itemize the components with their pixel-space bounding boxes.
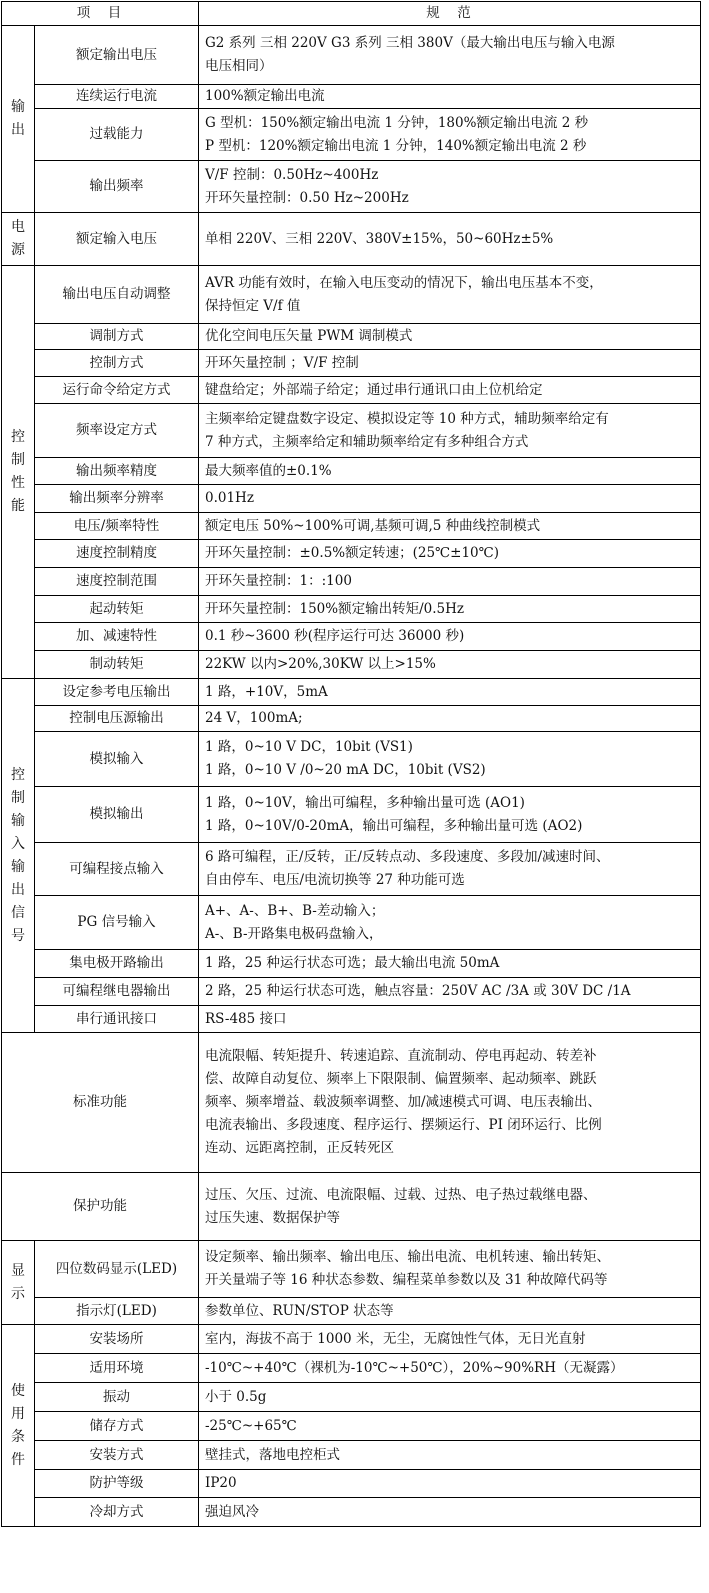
table-row xyxy=(2,350,701,377)
item-label: 输出频率分辨率 xyxy=(35,485,199,513)
spec-line: 单相 220V、三相 220V、380V±15%，50~60Hz±5% xyxy=(205,230,554,247)
item-label: 控制电压源输出 xyxy=(35,706,199,732)
item-label: 控制方式 xyxy=(35,350,199,377)
spec-body xyxy=(2,26,701,1527)
spec-value xyxy=(199,377,701,404)
item-label: 连续运行电流 xyxy=(35,85,199,109)
spec-line: 强迫风冷 xyxy=(205,1503,259,1520)
item-label: 电压/频率特性 xyxy=(35,513,199,540)
spec-line: 1 路，0~10V/0-20mA，输出可编程，多种输出量可选 (AO2) xyxy=(205,817,583,834)
spec-value xyxy=(199,1325,701,1354)
spec-line: V/F 控制：0.50Hz~400Hz xyxy=(205,166,379,183)
category-label: 控 制 输 入 输 出 信 号 xyxy=(2,679,35,1033)
table-row xyxy=(2,1006,701,1033)
spec-line: 1 路，0~10V，输出可编程，多种输出量可选 (AO1) xyxy=(205,794,525,811)
table-row xyxy=(2,1354,701,1383)
spec-value xyxy=(199,1006,701,1033)
item-label: 集电极开路输出 xyxy=(35,950,199,978)
table-row xyxy=(2,458,701,485)
table-row xyxy=(2,85,701,109)
spec-table xyxy=(1,1,701,1527)
item-label: 指示灯(LED) xyxy=(35,1298,199,1325)
spec-line: 小于 0.5g xyxy=(205,1388,267,1405)
spec-line: 主频率给定键盘数字设定、模拟设定等 10 种方式，辅助频率给定有 xyxy=(205,410,609,427)
table-row xyxy=(2,596,701,623)
spec-value xyxy=(199,896,701,950)
category-label: 使 用 条 件 xyxy=(2,1325,35,1527)
item-label: 适用环境 xyxy=(35,1354,199,1383)
item-label: 模拟输入 xyxy=(35,732,199,787)
item-label: 设定参考电压输出 xyxy=(35,679,199,706)
item-label: 起动转矩 xyxy=(35,596,199,623)
item-label: 额定输出电压 xyxy=(35,26,199,85)
spec-line: G2 系列 三相 220V G3 系列 三相 380V（最大输出电压与输入电源 xyxy=(205,35,615,51)
spec-line: 开环矢量控制 ；V/F 控制 xyxy=(205,354,359,371)
spec-line: IP20 xyxy=(205,1475,237,1491)
spec-value xyxy=(199,950,701,978)
table-row xyxy=(2,568,701,596)
table-row xyxy=(2,978,701,1006)
spec-line: 设定频率、输出频率、输出电压、输出电流、电机转速、输出转矩、 xyxy=(205,1249,610,1265)
table-row xyxy=(2,706,701,732)
table-row xyxy=(2,1173,701,1241)
spec-value xyxy=(199,404,701,458)
table-row xyxy=(2,485,701,513)
spec-line: 键盘给定；外部端子给定；通过串行通讯口由上位机给定 xyxy=(205,381,543,398)
table-row xyxy=(2,787,701,843)
spec-value xyxy=(199,1354,701,1383)
category-label: 电 源 xyxy=(2,213,35,266)
header-spec: 规 范 xyxy=(199,2,701,26)
spec-value xyxy=(199,978,701,1006)
item-label: 调制方式 xyxy=(35,324,199,350)
spec-line: 1 路，+10V，5mA xyxy=(205,683,328,700)
spec-value xyxy=(199,161,701,213)
spec-line: 壁挂式，落地电控柜式 xyxy=(205,1446,340,1463)
table-row xyxy=(2,1441,701,1470)
item-label: 过载能力 xyxy=(35,109,199,161)
item-label: 加、减速特性 xyxy=(35,623,199,651)
spec-line: 22KW 以内>20%,30KW 以上>15% xyxy=(205,656,436,672)
spec-line: -25℃~+65℃ xyxy=(205,1417,297,1434)
item-label: 速度控制范围 xyxy=(35,568,199,596)
spec-value xyxy=(199,1173,701,1241)
table-row xyxy=(2,377,701,404)
item-label: 储存方式 xyxy=(35,1412,199,1441)
category-label: 输 出 xyxy=(2,26,35,213)
item-label: 振动 xyxy=(35,1383,199,1412)
spec-value xyxy=(199,1033,701,1173)
spec-line: 100%额定输出电流 xyxy=(205,88,325,104)
spec-line: 频率、频率增益、载波频率调整、加/减速模式可调、电压表输出、 xyxy=(205,1094,602,1110)
spec-value xyxy=(199,1498,701,1527)
item-label: PG 信号输入 xyxy=(35,896,199,950)
spec-line: RS-485 接口 xyxy=(205,1010,287,1027)
spec-line: 24 V，100mA; xyxy=(205,710,303,726)
item-label: 标准功能 xyxy=(2,1033,199,1173)
table-row xyxy=(2,843,701,896)
spec-line: P 型机：120%额定输出电流 1 分钟，140%额定输出电流 2 秒 xyxy=(205,137,587,154)
item-label: 额定输入电压 xyxy=(35,213,199,266)
table-row xyxy=(2,651,701,679)
category-label: 显 示 xyxy=(2,1241,35,1325)
item-label: 速度控制精度 xyxy=(35,540,199,568)
spec-line: 保持恒定 V/f 值 xyxy=(205,297,301,314)
spec-line: 过压、欠压、过流、电流限幅、过载、过热、电子热过载继电器、 xyxy=(205,1186,597,1203)
item-label: 输出频率 xyxy=(35,161,199,213)
spec-line: A-、B-开路集电极码盘输入， xyxy=(205,925,383,942)
spec-line: 参数单位、RUN/STOP 状态等 xyxy=(205,1302,394,1319)
table-row xyxy=(2,1383,701,1412)
table-row xyxy=(2,404,701,458)
spec-line: 开环矢量控制：±0.5%额定转速；(25℃±10℃) xyxy=(205,545,500,561)
spec-line: 过压失速、数据保护等 xyxy=(205,1209,340,1226)
spec-value xyxy=(199,732,701,787)
spec-value xyxy=(199,568,701,596)
spec-value xyxy=(199,1383,701,1412)
spec-value xyxy=(199,1298,701,1325)
header-item: 项 目 xyxy=(2,2,199,26)
spec-line: 开环矢量控制：1：:100 xyxy=(205,573,352,589)
spec-value xyxy=(199,623,701,651)
spec-line: 电压相同） xyxy=(205,58,273,74)
spec-value xyxy=(199,458,701,485)
table-row xyxy=(2,513,701,540)
item-label: 输出电压自动调整 xyxy=(35,266,199,324)
spec-line: 开关量端子等 16 种状态参数、编程菜单参数以及 31 种故障代码等 xyxy=(205,1272,608,1288)
item-label: 可编程继电器输出 xyxy=(35,978,199,1006)
spec-value xyxy=(199,596,701,623)
spec-line: 6 路可编程，正/反转，正/反转点动、多段速度、多段加/减速时间、 xyxy=(205,849,610,865)
spec-value xyxy=(199,1441,701,1470)
table-row xyxy=(2,26,701,85)
spec-value xyxy=(199,651,701,679)
spec-value xyxy=(199,1241,701,1298)
spec-line: AVR 功能有效时，在输入电压变动的情况下，输出电压基本不变， xyxy=(205,274,603,291)
table-row xyxy=(2,266,701,324)
spec-line: 最大频率值的±0.1% xyxy=(205,462,332,479)
spec-line: 1 路，0~10 V DC，10bit (VS1) xyxy=(205,739,413,755)
item-label: 四位数码显示(LED) xyxy=(35,1241,199,1298)
spec-line: -10℃~+40℃（裸机为-10℃~+50℃），20%~90%RH（无凝露） xyxy=(205,1359,624,1376)
spec-line: A+、A-、B+、B-差动输入； xyxy=(205,902,385,919)
spec-value xyxy=(199,324,701,350)
spec-value xyxy=(199,1470,701,1498)
item-label: 安装方式 xyxy=(35,1441,199,1470)
spec-line: 开环矢量控制：0.50 Hz~200Hz xyxy=(205,189,409,206)
item-label: 模拟输出 xyxy=(35,787,199,843)
table-row xyxy=(2,1498,701,1527)
table-row xyxy=(2,732,701,787)
table-row xyxy=(2,896,701,950)
spec-value xyxy=(199,1412,701,1441)
spec-value xyxy=(199,787,701,843)
item-label: 制动转矩 xyxy=(35,651,199,679)
item-label: 冷却方式 xyxy=(35,1498,199,1527)
table-row xyxy=(2,1033,701,1173)
spec-line: 7 种方式，主频率给定和辅助频率给定有多种组合方式 xyxy=(205,433,529,450)
spec-line: 1 路，0~10 V /0~20 mA DC，10bit (VS2) xyxy=(205,762,486,778)
item-label: 输出频率精度 xyxy=(35,458,199,485)
category-label: 控 制 性 能 xyxy=(2,266,35,679)
item-label: 保护功能 xyxy=(2,1173,199,1241)
spec-line: 连动、远距离控制，正反转死区 xyxy=(205,1140,394,1156)
spec-value xyxy=(199,266,701,324)
item-label: 可编程接点输入 xyxy=(35,843,199,896)
spec-value xyxy=(199,213,701,266)
spec-line: 0.01Hz xyxy=(205,490,254,506)
table-row xyxy=(2,679,701,706)
spec-line: 额定电压 50%~100%可调,基频可调,5 种曲线控制模式 xyxy=(205,517,541,534)
item-label: 串行通讯接口 xyxy=(35,1006,199,1033)
table-row xyxy=(2,161,701,213)
spec-line: 自由停车、电压/电流切换等 27 种功能可选 xyxy=(205,872,465,888)
item-label: 防护等级 xyxy=(35,1470,199,1498)
spec-line: 电流限幅、转矩提升、转速追踪、直流制动、停电再起动、转差补 xyxy=(205,1048,597,1064)
spec-line: 优化空间电压矢量 PWM 调制模式 xyxy=(205,328,413,344)
item-label: 频率设定方式 xyxy=(35,404,199,458)
header-row xyxy=(2,2,701,26)
spec-line: G 型机：150%额定输出电流 1 分钟，180%额定输出电流 2 秒 xyxy=(205,114,589,131)
spec-value xyxy=(199,540,701,568)
table-row xyxy=(2,1241,701,1298)
spec-value xyxy=(199,109,701,161)
spec-line: 室内，海拔不高于 1000 米，无尘，无腐蚀性气体，无日光直射 xyxy=(205,1330,586,1347)
spec-value xyxy=(199,843,701,896)
spec-value xyxy=(199,26,701,85)
spec-value xyxy=(199,350,701,377)
spec-line: 2 路，25 种运行状态可选，触点容量：250V AC /3A 或 30V DC /1A xyxy=(205,983,631,999)
table-row xyxy=(2,109,701,161)
spec-value xyxy=(199,485,701,513)
spec-value xyxy=(199,679,701,706)
spec-value xyxy=(199,85,701,109)
table-row xyxy=(2,1298,701,1325)
table-row xyxy=(2,213,701,266)
table-row xyxy=(2,1412,701,1441)
table-row xyxy=(2,623,701,651)
table-row xyxy=(2,540,701,568)
spec-value xyxy=(199,513,701,540)
table-row xyxy=(2,950,701,978)
table-row xyxy=(2,1325,701,1354)
item-label: 运行命令给定方式 xyxy=(35,377,199,404)
spec-line: 开环矢量控制：150%额定输出转矩/0.5Hz xyxy=(205,600,464,617)
table-row xyxy=(2,324,701,350)
spec-line: 偿、故障自动复位、频率上下限限制、偏置频率、起动频率、跳跃 xyxy=(205,1071,597,1087)
spec-line: 0.1 秒~3600 秒(程序运行可达 36000 秒) xyxy=(205,628,465,644)
spec-line: 1 路，25 种运行状态可选；最大输出电流 50mA xyxy=(205,955,500,971)
table-row xyxy=(2,1470,701,1498)
spec-value xyxy=(199,706,701,732)
item-label: 安装场所 xyxy=(35,1325,199,1354)
spec-line: 电流表输出、多段速度、程序运行、摆频运行、PI 闭环运行、比例 xyxy=(205,1117,602,1133)
